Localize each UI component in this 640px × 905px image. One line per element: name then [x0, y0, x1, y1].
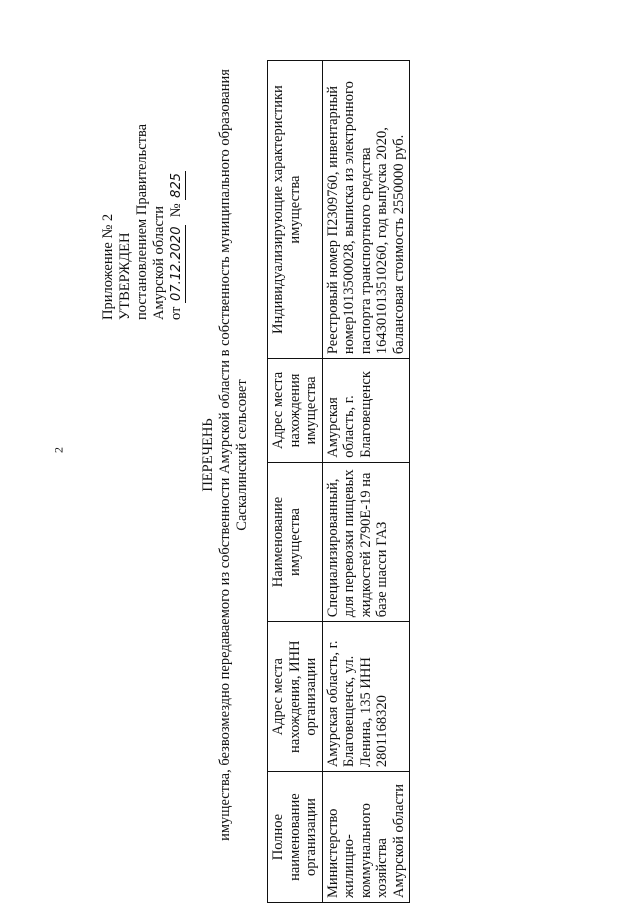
approval-block [100, 124, 185, 320]
header-property-name: Наименование имущества [268, 462, 323, 622]
approval-region: Амурской области [151, 206, 167, 320]
cell-property-address: Амурская область, г. Благовещенск [322, 359, 410, 463]
cell-characteristics: Реестровый номер П2309760, инвентарный номер1013500028, выписка из электронного паспорта транспортного средства 164301013510260, год выпуска 2020, балансовая стоимость 2550000 руб. [322, 61, 410, 359]
table-row [322, 61, 410, 903]
approval-date: 07.12.2020 [169, 226, 184, 301]
approval-decree: постановлением Правительства [134, 123, 150, 320]
rotated-sheet [40, 5, 600, 905]
cell-property-name: Специализированный, для перевозки пищевых жидкостей 2790Е-19 на базе шасси ГАЗ [322, 462, 410, 622]
cell-org: Министерство жилищно-коммунального хозяйства Амурской области [322, 772, 410, 903]
header-property-address: Адрес места нахождения имущества [268, 359, 323, 463]
header-org-address: Адрес места нахождения, ИНН организации [268, 622, 323, 772]
document-subtitle: имущества, безвозмездно передаваемого из собственности Амурской области в собственность муниципального образования [217, 69, 233, 841]
approval-number: 825 [169, 172, 184, 198]
approval-date-line [168, 124, 185, 320]
property-table [267, 60, 410, 903]
header-org: Полное наименование организации [268, 772, 323, 903]
header-characteristics: Индивидуализирующие характеристики имущества [268, 61, 323, 359]
municipality-name: Саскалинский сельсовет [234, 379, 250, 531]
approval-approved: УТВЕРЖДЕН [117, 232, 133, 320]
date-prefix: от [168, 306, 184, 320]
table-header-row [268, 61, 323, 903]
document-title: ПЕРЕЧЕНЬ [200, 418, 216, 492]
page-number: 2 [51, 447, 66, 453]
document-heading [200, 5, 251, 905]
number-prefix: № [168, 203, 184, 218]
cell-org-address: Амурская область, г. Благовещенск, ул. Ленина, 135 ИНН 2801168320 [322, 622, 410, 772]
approval-appendix: Приложение № 2 [100, 213, 116, 320]
